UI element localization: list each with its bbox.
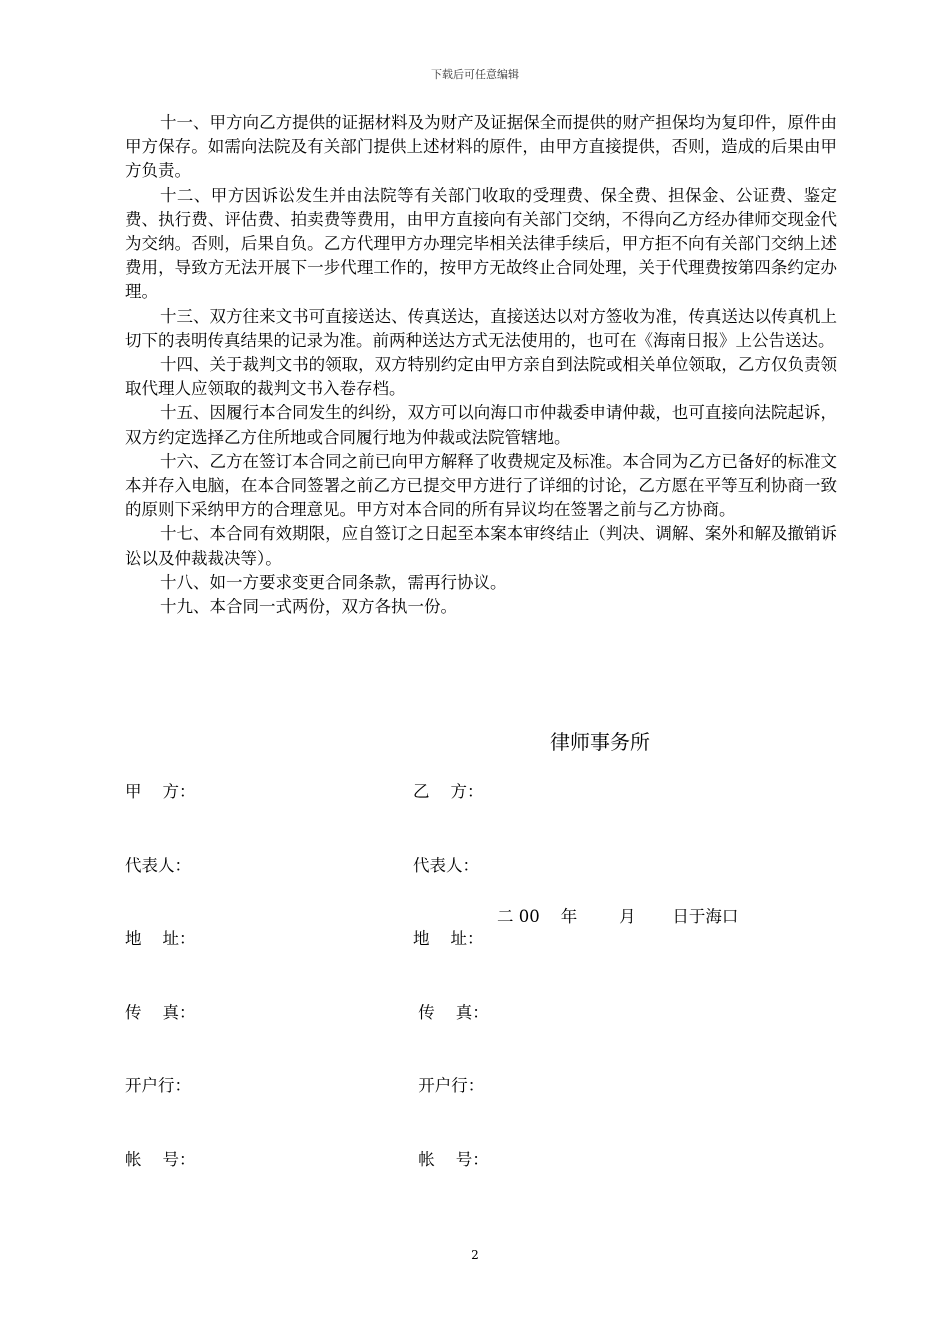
party-a-name-label: 甲 方： [125, 782, 196, 801]
clause-15: 十五、因履行本合同发生的纠纷，双方可以向海口市仲裁委申请仲裁，也可直接向法院起诉，双方约定选择乙方住所地或合同履行地为仲裁或法院管辖地。 [125, 403, 837, 447]
contract-clauses [125, 111, 837, 619]
party-a-address-label: 地 址： [125, 929, 196, 948]
party-a-bank-label: 开户行： [125, 1076, 191, 1095]
party-b-representative-label: 代表人： [413, 855, 479, 875]
party-b-address-label: 地 址： [413, 929, 484, 948]
clause-13: 十三、双方往来文书可直接送达、传真送达，直接送达以对方签收为准，传真送达以传真机上切下的表明传真结果的记录为准。前两种送达方式无法使用的，也可在《海南日报》上公告送达。 [125, 306, 837, 350]
clause-16: 十六、乙方在签订本合同之前已向甲方解释了收费规定及标准。本合同为乙方已备好的标准文本并存入电脑，在本合同签署之前乙方已提交甲方进行了详细的讨论，乙方愿在平等互利协商一致的原则下采纳甲方的合理意见。甲方对本合同的所有异议均在签署之前与乙方协商。 [125, 451, 837, 520]
party-a-signature-block [125, 731, 195, 1197]
party-b-fax-label: 传 真： [413, 1002, 489, 1022]
party-b-signature-block [413, 731, 489, 1197]
clause-12: 十二、甲方因诉讼发生并由法院等有关部门收取的受理费、保全费、担保金、公证费、鉴定费、执行费、评估费、拍卖费等费用，由甲方直接向有关部门交纳，不得向乙方经办律师交现金代为交纳。否则，后果自负。乙方代理甲方办理完毕相关法律手续后，甲方拒不向有关部门交纳上述费用，导致方无法开展下一步代理工作的，按甲方无故终止合同处理，关于代理费按第四条约定办理。 [125, 185, 837, 302]
party-b-account-label: 帐 号： [413, 1149, 489, 1169]
clause-11: 十一、甲方向乙方提供的证据材料及为财产及证据保全而提供的财产担保均为复印件，原件由甲方保存。如需向法院及有关部门提供上述材料的原件，由甲方直接提供，否则，造成的后果由甲方负责。 [125, 113, 837, 181]
clause-18: 十八、如一方要求变更合同条款，需再行协议。 [160, 572, 507, 592]
law-firm-name: 律师事务所 [550, 730, 650, 754]
party-b-name-label: 乙 方： [413, 782, 484, 801]
clause-14: 十四、关于裁判文书的领取，双方特别约定由甲方亲自到法院或相关单位领取，乙方仅负责领取代理人应领取的裁判文书入卷存档。 [125, 355, 837, 399]
party-a-representative-label: 代表人： [125, 855, 191, 875]
signing-date-line: 二 00 年 月 日于海口 [497, 907, 739, 926]
party-b-bank-label: 开户行： [413, 1076, 485, 1095]
page-number: 2 [471, 1248, 479, 1262]
party-a-fax-label: 传 真： [125, 1002, 196, 1022]
page-header: 下载后可任意编辑 [431, 68, 519, 81]
clause-17: 十七、本合同有效期限，应自签订之日起至本案本审终结止（判决、调解、案外和解及撤销诉讼以及仲裁裁决等）。 [125, 524, 837, 568]
party-a-account-label: 帐 号： [125, 1149, 196, 1169]
clause-19: 十九、本合同一式两份，双方各执一份。 [160, 597, 457, 617]
